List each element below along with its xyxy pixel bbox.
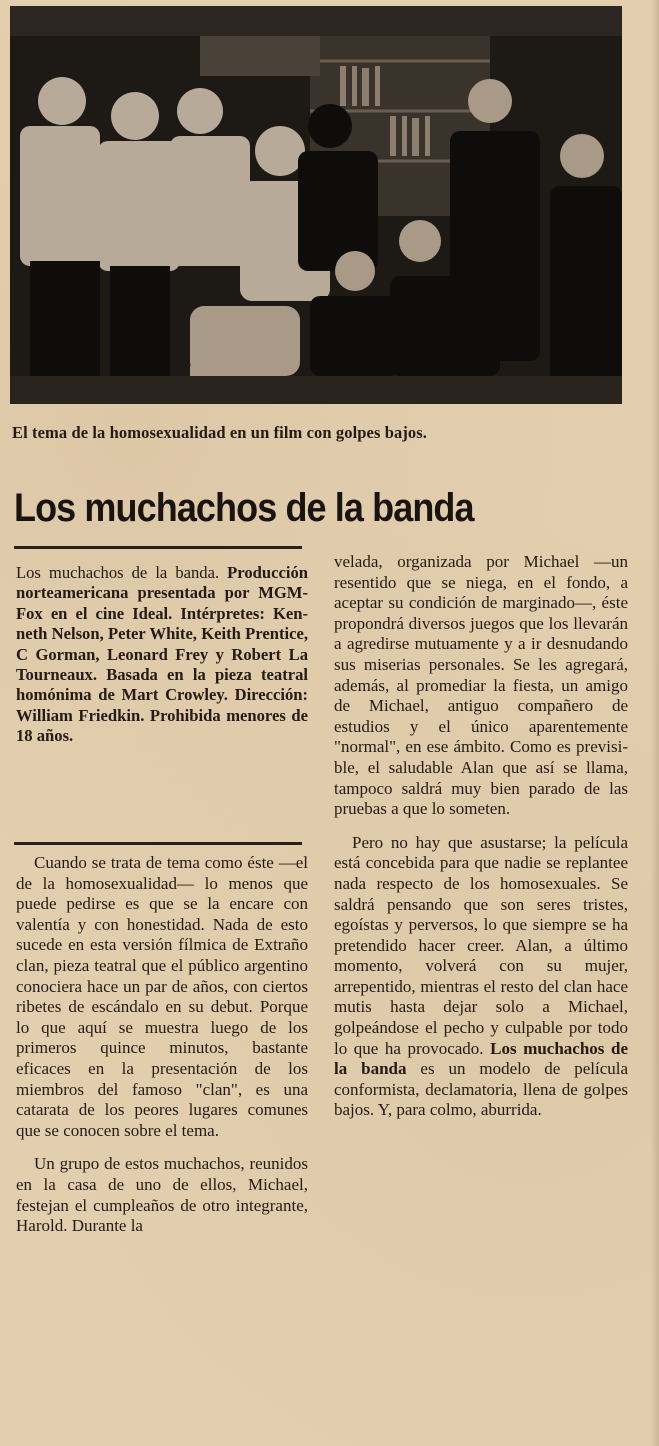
film-title-inline: Los muchachos de la banda	[334, 1038, 629, 1079]
photo-caption: El tema de la homosexualidad en un film con golpes bajos.	[12, 423, 428, 442]
page-edge-shadow	[651, 0, 659, 1446]
credits-bottom-rule	[14, 842, 302, 845]
film-credits	[16, 563, 308, 747]
article-headline: Los muchachos de la banda	[14, 486, 474, 530]
credits-details: Producción norteamericana presentada por MGM-Fox en el cine Ideal. Intérpretes: Kenneth Nelson, Peter White, Keith Prentice, C Gorman, Leonard Frey y Robert La Tourneaux. Basada en la pieza teatral homónima de Mart Crowley. Dirección: William Friedkin. Prohibida menores de 18 años.	[16, 563, 308, 746]
film-still-photo	[10, 6, 622, 404]
paragraph-2-continued: velada, organizada por Michael —un resentido que se niega, en el fondo, a aceptar su condición de marginado—, éste propondrá diversos juegos que los llevarán a agredirse mutuamente y a ir desnudando sus miserias personales. Se les agregará, además, al promediar la fiesta, un amigo de Michael, antiguo compañero de estudios y el único aparentemente "normal", en ese ámbito. Como es previsible, el saludable Alan que así se llama, tampoco saldrá muy bien parado de las pruebas a que lo someten.	[334, 552, 628, 819]
article-column-left	[16, 853, 308, 1250]
article-column-right	[334, 552, 628, 1134]
credits-top-rule	[14, 546, 302, 549]
paragraph-3	[334, 833, 628, 1121]
paragraph-3-ending: es un modelo de película conformista, declamatoria, llena de golpes bajos. Y, para colmo, aburrida.	[334, 1059, 629, 1120]
paragraph-2: Un grupo de estos muchachos, reunidos en la casa de uno de ellos, Michael, festejan el cumpleaños de otro integrante, Harold. Durante la	[16, 1154, 308, 1236]
paragraph-1: Cuando se trata de tema como éste —el de la homosexualidad— lo menos que puede pedirse es que se la encare con valentía y con honestidad. Nada de esto sucede en esta versión fílmica de Extraño clan, pieza teatral que el público argentino conociera hace un par de años, con ciertos ribetes de escándalo en su debut. Porque lo que aquí se muestra luego de los primeros quince minutos, bastante eficaces en la presentación de los miembros del famoso "clan", es una catarata de los peores lugares comunes que se conocen sobre el tema.	[16, 853, 308, 1140]
paragraph-3-text: Pero no hay que asustarse; la película está concebida para que nadie se replantee nada respecto de los homosexuales. Se saldrá pensando que son seres tristes, egoístas y perversos, lo que siempre se ha pretendido hacer creer. Alan, a último momento, volverá con su mujer, arrepentido, mientras el resto del clan hace mutis hasta dejar solo a Michael, golpeándose el pecho y culpable por todo lo que ha provocado.	[334, 832, 628, 1058]
credits-title: Los muchachos de la banda.	[16, 563, 220, 582]
